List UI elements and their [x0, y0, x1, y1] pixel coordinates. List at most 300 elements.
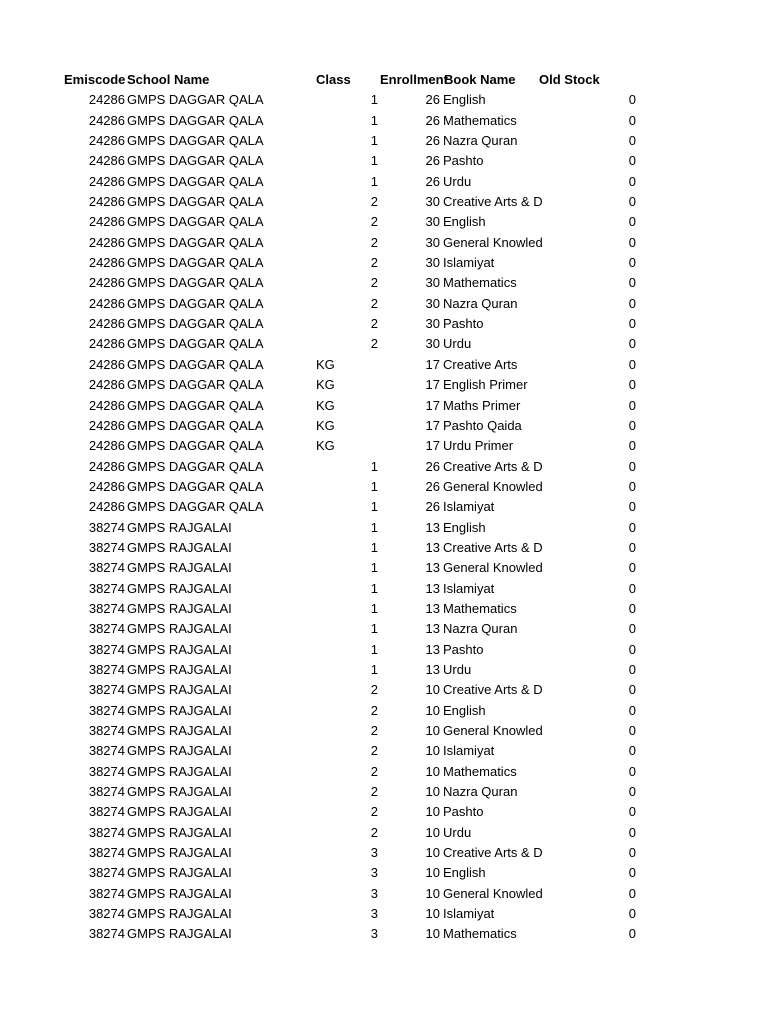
cell-enrollment: 30 [425, 214, 440, 230]
cell-book-name: General Knowled [443, 723, 543, 738]
cell-book-name: Pashto [443, 153, 484, 169]
cell-old-stock: 0 [628, 397, 636, 413]
cell-class: 1 [370, 133, 378, 149]
cell-book-name: Nazra Quran [443, 784, 518, 800]
cell-book-name: Pashto [443, 316, 484, 332]
cell-book-name: Nazra Quran [443, 133, 518, 149]
cell-enrollment: 10 [425, 885, 440, 901]
table-row [0, 640, 768, 660]
cell-old-stock: 0 [628, 519, 636, 535]
cell-enrollment: 17 [425, 356, 440, 372]
cell-class: 2 [370, 702, 378, 718]
cell-emiscode: 38274 [88, 865, 125, 881]
cell-class: 2 [370, 743, 378, 759]
table-row [0, 843, 768, 863]
cell-school-name: GMPS RAJGALAI [127, 906, 232, 922]
cell-class: 2 [370, 316, 378, 332]
cell-enrollment: 10 [425, 845, 440, 861]
cell-old-stock: 0 [628, 92, 636, 108]
cell-school-name: GMPS RAJGALAI [127, 763, 232, 779]
header-class: Class [316, 72, 351, 87]
cell-book-name: Mathematics [443, 763, 517, 779]
cell-emiscode: 24286 [88, 92, 125, 108]
cell-book-name: Nazra Quran [443, 295, 518, 311]
cell-enrollment: 13 [425, 600, 440, 616]
cell-emiscode: 24286 [88, 316, 125, 332]
cell-emiscode: 38274 [88, 784, 125, 800]
cell-school-name: GMPS RAJGALAI [127, 824, 232, 840]
table-row [0, 151, 768, 171]
cell-old-stock: 0 [628, 763, 636, 779]
cell-emiscode: 38274 [88, 519, 125, 535]
cell-emiscode: 38274 [88, 763, 125, 779]
cell-class: 2 [370, 214, 378, 230]
table-row [0, 131, 768, 151]
cell-class: 2 [370, 682, 378, 698]
cell-old-stock: 0 [628, 499, 636, 515]
header-old-stock: Old Stock [539, 72, 600, 87]
cell-book-name: Mathematics [443, 600, 517, 616]
cell-old-stock: 0 [628, 438, 636, 454]
cell-school-name: GMPS RAJGALAI [127, 845, 232, 861]
cell-old-stock: 0 [628, 478, 636, 494]
cell-enrollment: 13 [425, 661, 440, 677]
cell-class: 1 [370, 153, 378, 169]
table-row [0, 334, 768, 354]
table-row [0, 599, 768, 619]
cell-old-stock: 0 [628, 539, 636, 555]
cell-class: 3 [370, 926, 378, 942]
table-row [0, 762, 768, 782]
cell-old-stock: 0 [628, 784, 636, 800]
cell-emiscode: 38274 [88, 702, 125, 718]
table-row [0, 741, 768, 761]
cell-enrollment: 17 [425, 377, 440, 393]
cell-school-name: GMPS RAJGALAI [127, 600, 232, 616]
cell-school-name: GMPS RAJGALAI [127, 661, 232, 677]
cell-book-name: General Knowled [443, 234, 543, 250]
cell-school-name: GMPS DAGGAR QALA [127, 92, 264, 108]
table-row [0, 233, 768, 253]
table-row [0, 660, 768, 680]
cell-old-stock: 0 [628, 600, 636, 616]
cell-old-stock: 0 [628, 906, 636, 922]
cell-school-name: GMPS DAGGAR QALA [127, 194, 264, 210]
cell-class: 2 [370, 784, 378, 800]
table-row [0, 212, 768, 232]
cell-old-stock: 0 [628, 295, 636, 311]
spreadsheet-table [0, 70, 768, 945]
cell-old-stock: 0 [628, 112, 636, 128]
table-row [0, 558, 768, 578]
cell-book-name: Urdu [443, 173, 472, 189]
cell-old-stock: 0 [628, 580, 636, 596]
cell-school-name: GMPS RAJGALAI [127, 784, 232, 800]
cell-school-name: GMPS DAGGAR QALA [127, 295, 264, 311]
cell-emiscode: 24286 [88, 255, 125, 271]
cell-school-name: GMPS DAGGAR QALA [127, 214, 264, 230]
cell-book-name: English [443, 92, 486, 108]
cell-class: 3 [370, 865, 378, 881]
cell-class: KG [316, 356, 335, 372]
cell-emiscode: 24286 [88, 499, 125, 515]
cell-emiscode: 24286 [88, 458, 125, 474]
cell-emiscode: 24286 [88, 214, 125, 230]
cell-class: 1 [370, 112, 378, 128]
table-row [0, 396, 768, 416]
cell-school-name: GMPS DAGGAR QALA [127, 417, 264, 433]
cell-emiscode: 24286 [88, 417, 125, 433]
cell-emiscode: 24286 [88, 194, 125, 210]
cell-book-name: English [443, 865, 486, 881]
table-row [0, 924, 768, 944]
table-row [0, 314, 768, 334]
cell-class: 1 [370, 580, 378, 596]
cell-old-stock: 0 [628, 682, 636, 698]
cell-book-name: English Primer [443, 377, 528, 393]
cell-enrollment: 13 [425, 580, 440, 596]
cell-emiscode: 38274 [88, 641, 125, 657]
cell-school-name: GMPS DAGGAR QALA [127, 458, 264, 474]
cell-enrollment: 30 [425, 194, 440, 210]
cell-book-name: Islamiyat [443, 255, 495, 271]
cell-old-stock: 0 [628, 926, 636, 942]
cell-school-name: GMPS DAGGAR QALA [127, 499, 264, 515]
cell-class: 2 [370, 255, 378, 271]
cell-class: 1 [370, 478, 378, 494]
table-body [0, 90, 768, 944]
table-row [0, 294, 768, 314]
table-row [0, 436, 768, 456]
cell-emiscode: 38274 [88, 824, 125, 840]
cell-class: 1 [370, 173, 378, 189]
cell-book-name: Mathematics [443, 112, 517, 128]
cell-old-stock: 0 [628, 560, 636, 576]
cell-class: 2 [370, 275, 378, 291]
cell-school-name: GMPS RAJGALAI [127, 865, 232, 881]
cell-book-name: English [443, 702, 486, 718]
cell-old-stock: 0 [628, 641, 636, 657]
cell-book-name: English [443, 214, 486, 230]
header-book-name: Book Name [444, 72, 516, 87]
cell-book-name: Creative Arts [443, 356, 518, 372]
cell-old-stock: 0 [628, 275, 636, 291]
cell-enrollment: 10 [425, 743, 440, 759]
cell-school-name: GMPS DAGGAR QALA [127, 478, 264, 494]
cell-old-stock: 0 [628, 234, 636, 250]
cell-emiscode: 38274 [88, 580, 125, 596]
cell-school-name: GMPS DAGGAR QALA [127, 234, 264, 250]
cell-enrollment: 13 [425, 519, 440, 535]
cell-school-name: GMPS RAJGALAI [127, 580, 232, 596]
cell-enrollment: 26 [425, 92, 440, 108]
cell-class: 2 [370, 723, 378, 738]
cell-emiscode: 38274 [88, 560, 125, 576]
cell-book-name: English [443, 519, 486, 535]
cell-emiscode: 24286 [88, 397, 125, 413]
table-row [0, 111, 768, 131]
cell-school-name: GMPS DAGGAR QALA [127, 356, 264, 372]
table-header-row [0, 70, 768, 90]
table-row [0, 192, 768, 212]
cell-school-name: GMPS RAJGALAI [127, 804, 232, 820]
cell-old-stock: 0 [628, 865, 636, 881]
cell-enrollment: 10 [425, 702, 440, 718]
cell-school-name: GMPS DAGGAR QALA [127, 336, 264, 352]
cell-enrollment: 17 [425, 417, 440, 433]
cell-old-stock: 0 [628, 804, 636, 820]
cell-class: 2 [370, 336, 378, 352]
cell-class: 2 [370, 824, 378, 840]
cell-enrollment: 17 [425, 397, 440, 413]
cell-class: 1 [370, 621, 378, 637]
table-row [0, 823, 768, 843]
table-row [0, 884, 768, 904]
table-row [0, 172, 768, 192]
cell-old-stock: 0 [628, 153, 636, 169]
cell-old-stock: 0 [628, 661, 636, 677]
header-emiscode: Emiscode [64, 72, 126, 87]
table-row [0, 518, 768, 538]
cell-school-name: GMPS DAGGAR QALA [127, 438, 264, 454]
cell-old-stock: 0 [628, 336, 636, 352]
table-row [0, 253, 768, 273]
table-row [0, 273, 768, 293]
cell-book-name: General Knowled [443, 885, 543, 901]
cell-school-name: GMPS RAJGALAI [127, 539, 232, 555]
cell-old-stock: 0 [628, 885, 636, 901]
cell-class: 2 [370, 194, 378, 210]
cell-emiscode: 38274 [88, 600, 125, 616]
cell-book-name: Pashto [443, 641, 484, 657]
cell-school-name: GMPS RAJGALAI [127, 702, 232, 718]
cell-school-name: GMPS DAGGAR QALA [127, 153, 264, 169]
cell-old-stock: 0 [628, 133, 636, 149]
cell-emiscode: 24286 [88, 275, 125, 291]
table-row [0, 863, 768, 883]
cell-enrollment: 10 [425, 926, 440, 942]
cell-book-name: Creative Arts & D [443, 194, 543, 210]
table-row [0, 497, 768, 517]
cell-old-stock: 0 [628, 723, 636, 738]
table-row [0, 579, 768, 599]
cell-emiscode: 24286 [88, 336, 125, 352]
cell-emiscode: 38274 [88, 804, 125, 820]
cell-class: 2 [370, 234, 378, 250]
cell-emiscode: 24286 [88, 234, 125, 250]
table-row [0, 538, 768, 558]
cell-class: 1 [370, 458, 378, 474]
cell-book-name: Mathematics [443, 926, 517, 942]
cell-class: 1 [370, 641, 378, 657]
cell-emiscode: 38274 [88, 906, 125, 922]
cell-class: 1 [370, 600, 378, 616]
cell-emiscode: 24286 [88, 133, 125, 149]
cell-school-name: GMPS RAJGALAI [127, 885, 232, 901]
cell-enrollment: 26 [425, 112, 440, 128]
cell-enrollment: 26 [425, 173, 440, 189]
cell-school-name: GMPS DAGGAR QALA [127, 255, 264, 271]
cell-old-stock: 0 [628, 824, 636, 840]
cell-enrollment: 30 [425, 255, 440, 271]
cell-enrollment: 10 [425, 906, 440, 922]
table-row [0, 619, 768, 639]
cell-school-name: GMPS DAGGAR QALA [127, 275, 264, 291]
cell-emiscode: 38274 [88, 539, 125, 555]
cell-enrollment: 17 [425, 438, 440, 454]
cell-class: 1 [370, 519, 378, 535]
cell-book-name: General Knowled [443, 478, 543, 494]
cell-old-stock: 0 [628, 356, 636, 372]
cell-emiscode: 24286 [88, 112, 125, 128]
cell-school-name: GMPS RAJGALAI [127, 743, 232, 759]
cell-enrollment: 30 [425, 336, 440, 352]
cell-enrollment: 10 [425, 824, 440, 840]
cell-old-stock: 0 [628, 845, 636, 861]
table-row [0, 477, 768, 497]
cell-enrollment: 13 [425, 560, 440, 576]
cell-emiscode: 24286 [88, 295, 125, 311]
cell-book-name: Islamiyat [443, 499, 495, 515]
cell-emiscode: 38274 [88, 661, 125, 677]
cell-book-name: Urdu Primer [443, 438, 514, 454]
cell-school-name: GMPS DAGGAR QALA [127, 316, 264, 332]
table-row [0, 904, 768, 924]
cell-class: KG [316, 377, 335, 393]
cell-old-stock: 0 [628, 702, 636, 718]
cell-class: 1 [370, 539, 378, 555]
cell-book-name: Creative Arts & D [443, 539, 543, 555]
header-enrollment: Enrollment [380, 72, 448, 87]
cell-enrollment: 30 [425, 234, 440, 250]
table-row [0, 802, 768, 822]
cell-old-stock: 0 [628, 458, 636, 474]
cell-emiscode: 24286 [88, 356, 125, 372]
cell-class: KG [316, 438, 335, 454]
cell-emiscode: 24286 [88, 438, 125, 454]
cell-school-name: GMPS DAGGAR QALA [127, 397, 264, 413]
cell-enrollment: 10 [425, 865, 440, 881]
cell-book-name: Creative Arts & D [443, 458, 543, 474]
header-school-name: School Name [127, 72, 210, 87]
cell-old-stock: 0 [628, 214, 636, 230]
cell-school-name: GMPS DAGGAR QALA [127, 133, 264, 149]
cell-enrollment: 26 [425, 133, 440, 149]
cell-book-name: Islamiyat [443, 743, 495, 759]
cell-school-name: GMPS RAJGALAI [127, 926, 232, 942]
cell-enrollment: 26 [425, 458, 440, 474]
cell-book-name: Pashto Qaida [443, 417, 522, 433]
cell-book-name: Creative Arts & D [443, 845, 543, 861]
cell-enrollment: 10 [425, 804, 440, 820]
cell-old-stock: 0 [628, 255, 636, 271]
table-row [0, 457, 768, 477]
cell-class: 1 [370, 499, 378, 515]
cell-emiscode: 24286 [88, 377, 125, 393]
cell-school-name: GMPS DAGGAR QALA [127, 173, 264, 189]
cell-school-name: GMPS RAJGALAI [127, 723, 232, 738]
cell-class: KG [316, 397, 335, 413]
table-row [0, 782, 768, 802]
cell-enrollment: 13 [425, 641, 440, 657]
cell-class: 3 [370, 885, 378, 901]
cell-school-name: GMPS RAJGALAI [127, 519, 232, 535]
cell-book-name: Maths Primer [443, 397, 521, 413]
cell-emiscode: 38274 [88, 926, 125, 942]
cell-enrollment: 10 [425, 682, 440, 698]
cell-class: 3 [370, 845, 378, 861]
cell-old-stock: 0 [628, 417, 636, 433]
cell-class: 2 [370, 804, 378, 820]
table-row [0, 416, 768, 436]
cell-school-name: GMPS RAJGALAI [127, 621, 232, 637]
cell-old-stock: 0 [628, 316, 636, 332]
cell-book-name: Urdu [443, 824, 472, 840]
cell-class: 1 [370, 92, 378, 108]
cell-enrollment: 10 [425, 784, 440, 800]
table-row [0, 721, 768, 741]
cell-book-name: Nazra Quran [443, 621, 518, 637]
cell-enrollment: 30 [425, 275, 440, 291]
cell-enrollment: 26 [425, 478, 440, 494]
cell-book-name: Mathematics [443, 275, 517, 291]
cell-enrollment: 13 [425, 539, 440, 555]
cell-emiscode: 38274 [88, 885, 125, 901]
cell-emiscode: 24286 [88, 173, 125, 189]
cell-emiscode: 38274 [88, 621, 125, 637]
cell-book-name: Pashto [443, 804, 484, 820]
cell-old-stock: 0 [628, 194, 636, 210]
cell-enrollment: 13 [425, 621, 440, 637]
cell-class: KG [316, 417, 335, 433]
cell-book-name: Islamiyat [443, 906, 495, 922]
cell-class: 1 [370, 560, 378, 576]
cell-old-stock: 0 [628, 743, 636, 759]
cell-emiscode: 38274 [88, 723, 125, 738]
cell-book-name: Creative Arts & D [443, 682, 543, 698]
table-row [0, 701, 768, 721]
cell-book-name: General Knowled [443, 560, 543, 576]
cell-old-stock: 0 [628, 173, 636, 189]
cell-book-name: Islamiyat [443, 580, 495, 596]
table-row [0, 680, 768, 700]
cell-book-name: Urdu [443, 336, 472, 352]
cell-emiscode: 38274 [88, 682, 125, 698]
cell-school-name: GMPS RAJGALAI [127, 641, 232, 657]
table-row [0, 375, 768, 395]
cell-class: 1 [370, 661, 378, 677]
cell-class: 3 [370, 906, 378, 922]
cell-emiscode: 38274 [88, 743, 125, 759]
cell-book-name: Urdu [443, 661, 472, 677]
cell-old-stock: 0 [628, 621, 636, 637]
table-row [0, 355, 768, 375]
cell-enrollment: 10 [425, 763, 440, 779]
cell-emiscode: 38274 [88, 845, 125, 861]
cell-school-name: GMPS RAJGALAI [127, 682, 232, 698]
cell-enrollment: 30 [425, 295, 440, 311]
cell-school-name: GMPS DAGGAR QALA [127, 377, 264, 393]
cell-school-name: GMPS RAJGALAI [127, 560, 232, 576]
table-row [0, 90, 768, 110]
cell-school-name: GMPS DAGGAR QALA [127, 112, 264, 128]
cell-emiscode: 24286 [88, 153, 125, 169]
cell-enrollment: 30 [425, 316, 440, 332]
cell-class: 2 [370, 295, 378, 311]
cell-emiscode: 24286 [88, 478, 125, 494]
cell-enrollment: 26 [425, 499, 440, 515]
cell-old-stock: 0 [628, 377, 636, 393]
